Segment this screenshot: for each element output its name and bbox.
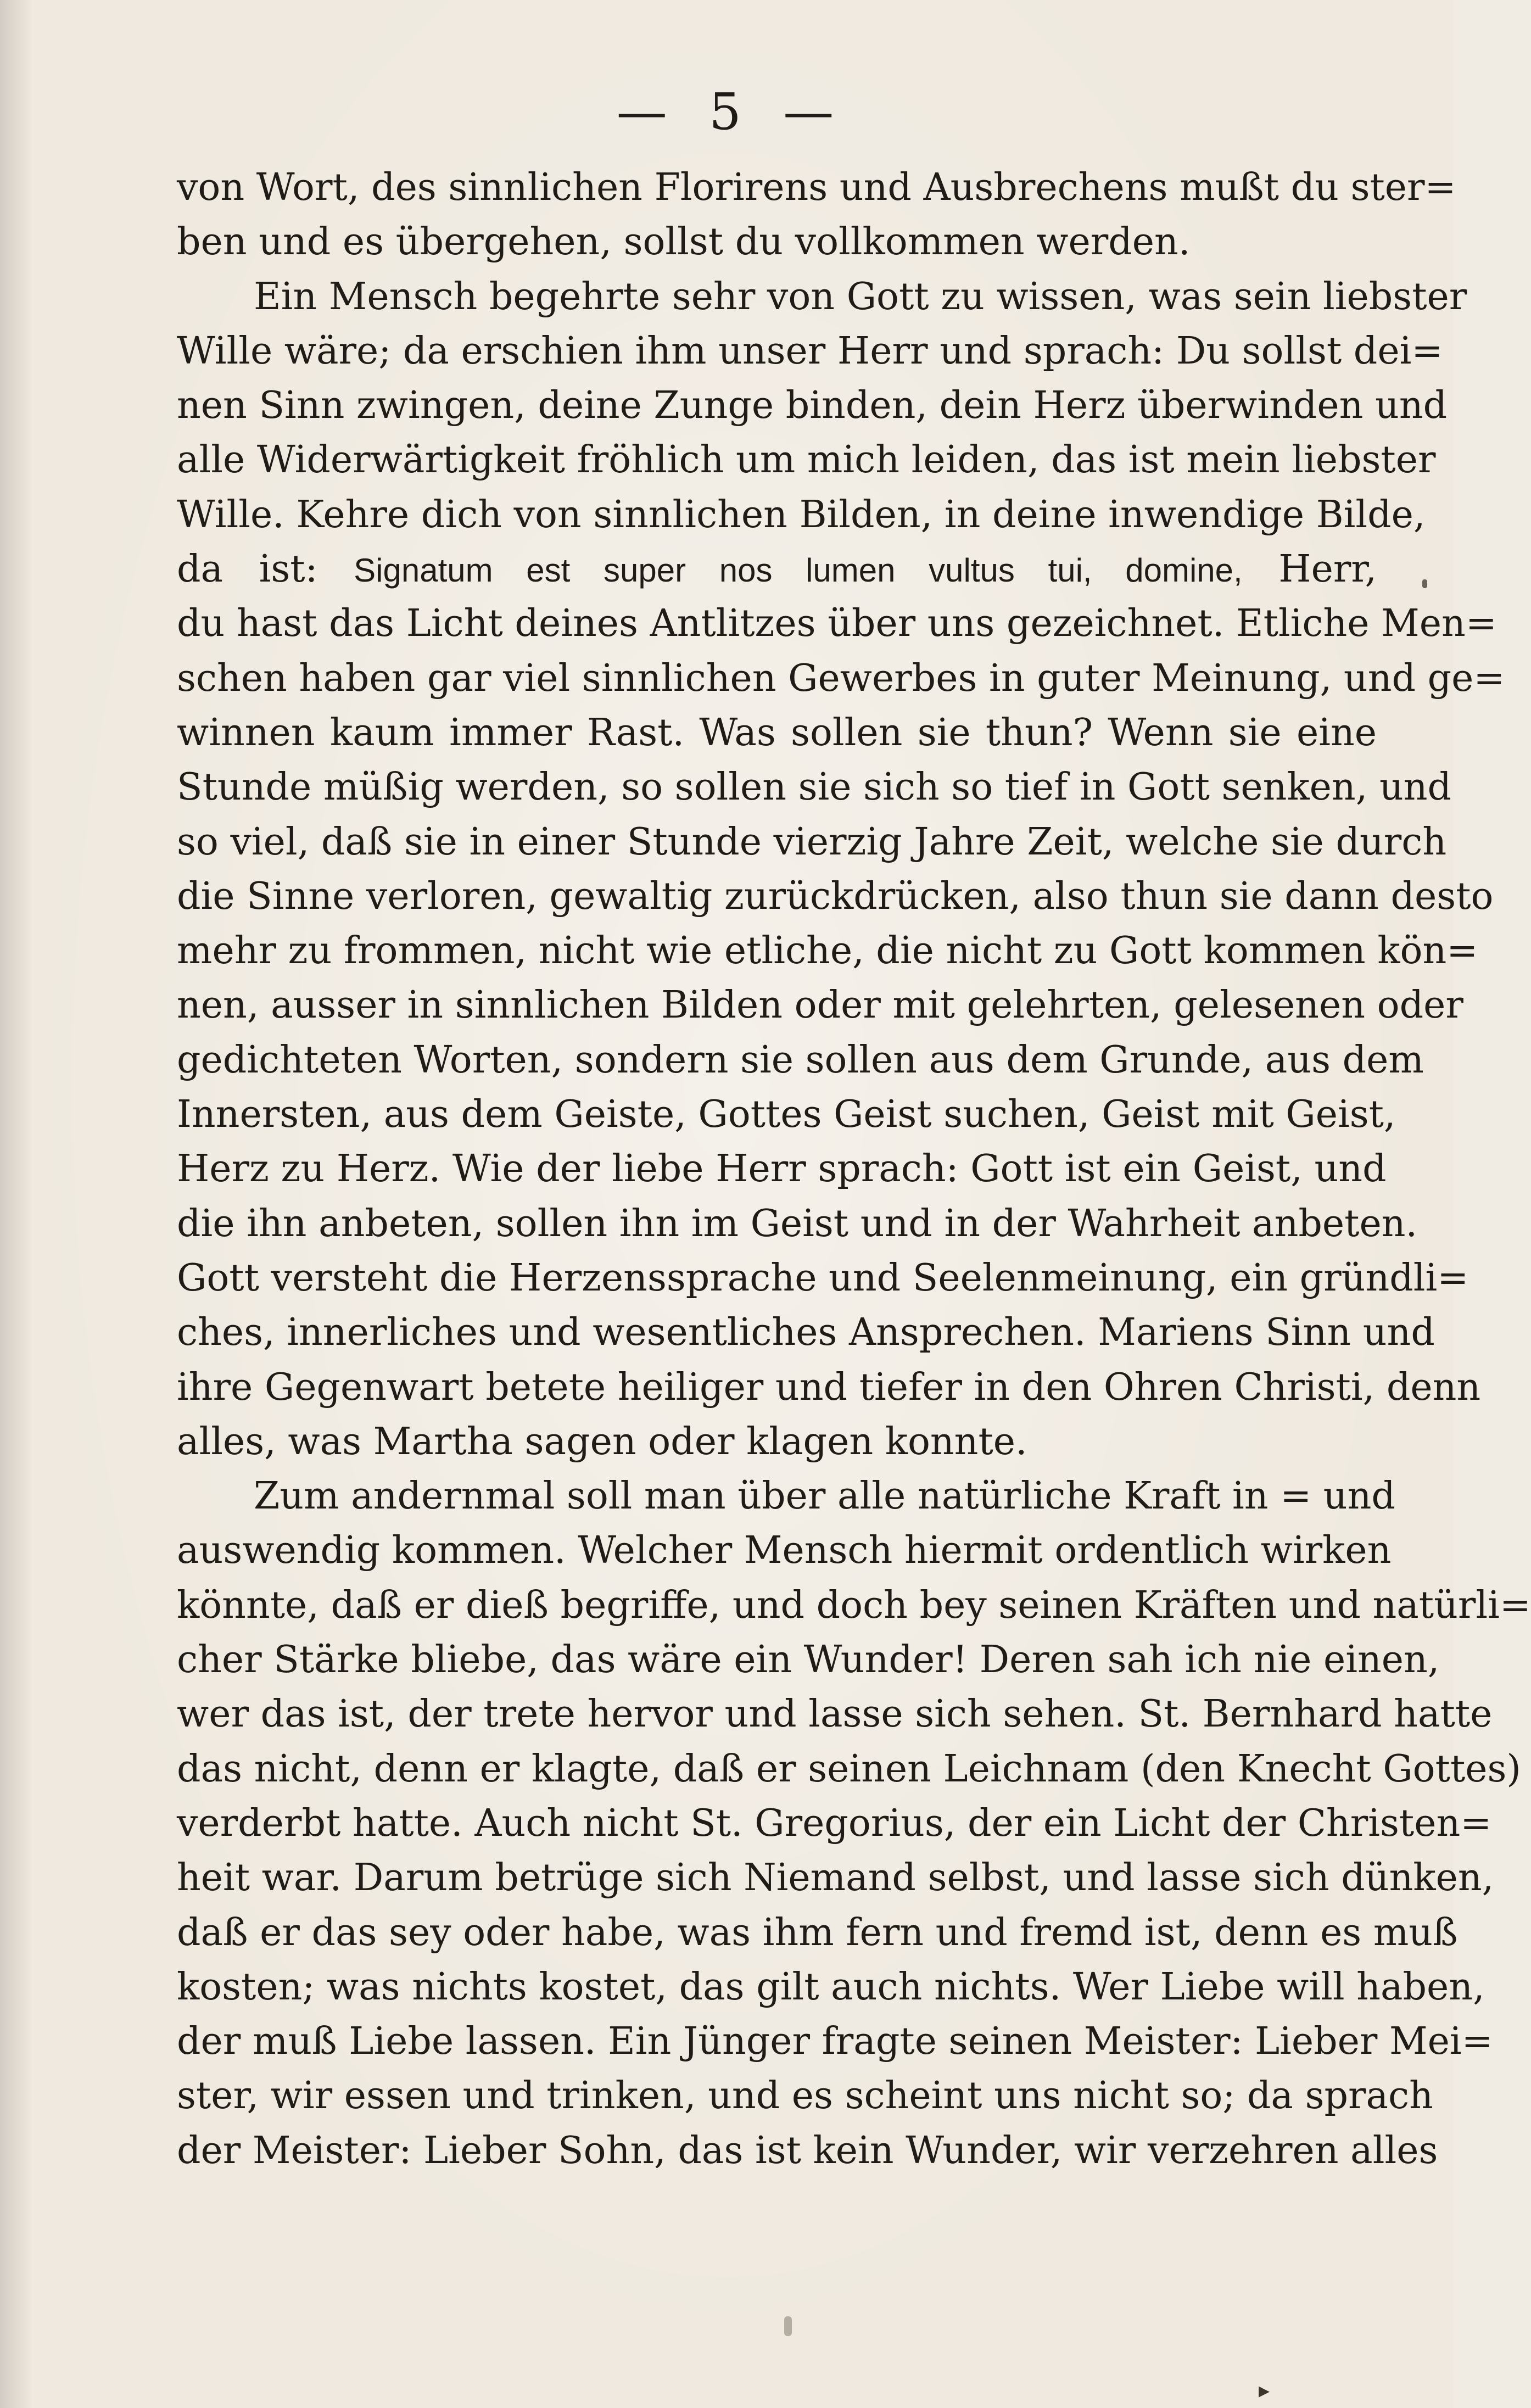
text-line: von Wort, des sinnlichen Florirens und Ausbrechens mußt du ster= <box>177 166 1456 209</box>
footer-ink-smudge <box>784 2316 792 2336</box>
text-line: ihre Gegenwart betete heiliger und tiefer in den Ohren Christi, denn <box>177 1365 1481 1409</box>
text-line: Wille wäre; da erschien ihm unser Herr und sprach: Du sollst dei= <box>177 329 1443 373</box>
text-line: verderbt hatte. Auch nicht St. Gregorius, der ein Licht der Christen= <box>177 1801 1492 1845</box>
text-line: ben und es übergehen, sollst du vollkommen werden. <box>177 220 1191 264</box>
text-line: der muß Liebe lassen. Ein Jünger fragte seinen Meister: Lieber Mei= <box>177 2020 1493 2064</box>
text-line: du hast das Licht deines Antlitzes über uns gezeichnet. Etliche Men= <box>177 602 1497 646</box>
text-line: cher Stärke bliebe, das wäre ein Wunder! Deren sah ich nie einen, <box>177 1638 1440 1682</box>
text-line: winnen kaum immer Rast. Was sollen sie thun? Wenn sie eine <box>177 711 1377 755</box>
body-text <box>177 160 1531 2178</box>
text-line: das nicht, denn er klagte, daß er seinen Leichnam (den Knecht Gottes) <box>177 1747 1521 1791</box>
text-line: wer das ist, der trete hervor und lasse sich sehen. St. Bernhard hatte <box>177 1692 1493 1736</box>
text-line: nen Sinn zwingen, deine Zunge binden, dein Herz überwinden und <box>177 384 1448 428</box>
gutter-shadow <box>0 0 33 2408</box>
text-line: die ihn anbeten, sollen ihn im Geist und in der Wahrheit anbeten. <box>177 1202 1418 1245</box>
text-line: könnte, daß er dieß begriffe, und doch bey seinen Kräften und natürli= <box>177 1583 1531 1627</box>
text-line: Gott versteht die Herzenssprache und Seelenmeinung, ein gründli= <box>177 1256 1469 1300</box>
text-line: Wille. Kehre dich von sinnlichen Bilden, in deine inwendige Bilde, <box>177 493 1426 537</box>
latin-quote: Signatum est super nos lumen vultus tui, domine, <box>354 552 1243 589</box>
margin-ink-dot <box>1422 579 1427 588</box>
latin-tail: Herr, <box>1242 547 1377 591</box>
text-line: ches, innerliches und wesentliches Ansprechen. Mariens Sinn und <box>177 1311 1435 1355</box>
text-line: Herz zu Herz. Wie der liebe Herr sprach: Gott ist ein Geist, und <box>177 1147 1387 1191</box>
page-number-header: — 5 — <box>616 82 837 141</box>
text-line: kosten; was nichts kostet, das gilt auch nichts. Wer Liebe will haben, <box>177 1965 1485 2009</box>
text-line: Ein Mensch begehrte sehr von Gott zu wissen, was sein liebster <box>254 275 1467 319</box>
text-line: Innersten, aus dem Geiste, Gottes Geist suchen, Geist mit Geist, <box>177 1093 1396 1137</box>
text-line: schen haben gar viel sinnlichen Gewerbes in guter Meinung, und ge= <box>177 656 1505 700</box>
text-line: Stunde müßig werden, so sollen sie sich so tief in Gott senken, und <box>177 766 1452 809</box>
text-line: ster, wir essen und trinken, und es scheint uns nicht so; da sprach <box>177 2074 1433 2118</box>
text-line: die Sinne verloren, gewaltig zurückdrücken, also thun sie dann desto <box>177 874 1494 918</box>
text-line: auswendig kommen. Welcher Mensch hiermit ordentlich wirken <box>177 1529 1392 1573</box>
text-line: Zum andernmal soll man über alle natürliche Kraft in = und <box>254 1474 1395 1518</box>
text-line: so viel, daß sie in einer Stunde vierzig Jahre Zeit, welche sie durch <box>177 820 1447 864</box>
text-line: heit war. Darum betrüge sich Niemand selbst, und lasse sich dünken, <box>177 1856 1494 1900</box>
text-line: der Meister: Lieber Sohn, das ist kein Wunder, wir verzehren alles <box>177 2128 1438 2172</box>
text-line: daß er das sey oder habe, was ihm fern und fremd ist, denn es muß <box>177 1910 1458 1954</box>
text-line: alle Widerwärtigkeit fröhlich um mich leiden, das ist mein liebster <box>177 438 1436 482</box>
text-line: gedichteten Worten, sondern sie sollen aus dem Grunde, aus dem <box>177 1038 1424 1082</box>
text-line: alles, was Martha sagen oder klagen konnte. <box>177 1420 1027 1463</box>
text-line: nen, ausser in sinnlichen Bilden oder mit gelehrten, gelesenen oder <box>177 984 1463 1027</box>
text-line-latin <box>177 542 1377 596</box>
corner-arrow-mark: ▸ <box>1259 2378 1270 2403</box>
latin-lead: da ist: <box>177 547 354 591</box>
text-line: mehr zu frommen, nicht wie etliche, die nicht zu Gott kommen kön= <box>177 929 1478 973</box>
